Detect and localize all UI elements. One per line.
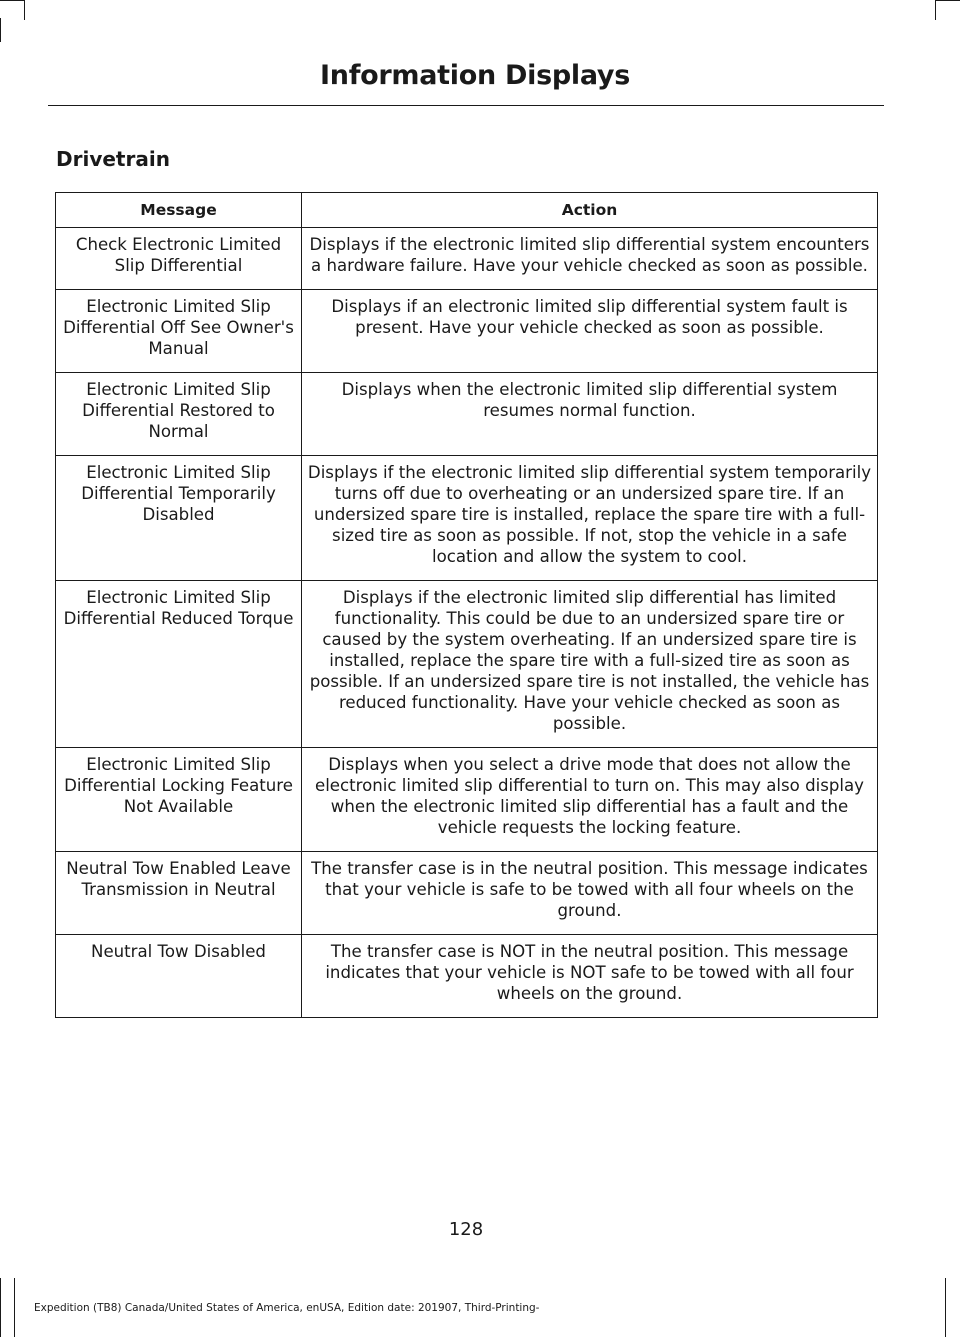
action-cell: The transfer case is NOT in the neutral position. This message indicates that your vehicle is NOT safe to be towed with all four wheels on the ground.	[302, 935, 878, 1018]
page-number: 128	[448, 1219, 484, 1240]
action-cell: Displays if the electronic limited slip differential has limited functionality. This could be due to an undersized spare tire or caused by the system overheating. If an undersized spare tire is installed, replace the spare tire with a full-sized tire as soon as possible. If an undersized spare tire is not installed, the vehicle has reduced functionality. Have your vehicle checked as soon as possible.	[302, 581, 878, 748]
crop-mark-top-right	[935, 0, 960, 1]
section-heading: Drivetrain	[56, 147, 170, 171]
message-cell: Electronic Limited Slip Differential Off See Owner's Manual	[56, 290, 302, 373]
message-cell: Electronic Limited Slip Differential Reduced Torque	[56, 581, 302, 748]
message-cell: Electronic Limited Slip Differential Restored to Normal	[56, 373, 302, 456]
action-cell: Displays if the electronic limited slip differential system encounters a hardware failure. Have your vehicle checked as soon as possible.	[302, 228, 878, 290]
crop-mark-left-side	[0, 18, 1, 42]
table-row	[56, 581, 878, 748]
crop-mark-top-left	[24, 0, 25, 20]
action-cell: The transfer case is in the neutral position. This message indicates that your vehicle is safe to be towed with all four wheels on the ground.	[302, 852, 878, 935]
table-row	[56, 290, 878, 373]
action-cell: Displays when the electronic limited slip differential system resumes normal function.	[302, 373, 878, 456]
message-cell: Electronic Limited Slip Differential Locking Feature Not Available	[56, 748, 302, 852]
crop-mark-bottom-right	[945, 1278, 946, 1337]
message-cell: Check Electronic Limited Slip Differential	[56, 228, 302, 290]
table-row	[56, 456, 878, 581]
action-cell: Displays if the electronic limited slip differential system temporarily turns off due to overheating or an undersized spare tire. If an undersized spare tire is installed, replace the spare tire with a full-sized tire as soon as possible. If not, stop the vehicle in a safe location and allow the system to cool.	[302, 456, 878, 581]
action-cell: Displays if an electronic limited slip differential system fault is present. Have your vehicle checked as soon as possible.	[302, 290, 878, 373]
header-divider	[48, 105, 884, 106]
messages-table	[55, 192, 878, 1018]
table-row	[56, 228, 878, 290]
table-row	[56, 748, 878, 852]
column-header-action: Action	[302, 193, 878, 228]
page-header-title: Information Displays	[320, 60, 630, 91]
crop-mark-bottom-left	[0, 1278, 1, 1337]
action-cell: Displays when you select a drive mode that does not allow the electronic limited slip differential to turn on. This may also display when the electronic limited slip differential has a fault and the vehicle requests the locking feature.	[302, 748, 878, 852]
table-row	[56, 935, 878, 1018]
table-header-row	[56, 193, 878, 228]
crop-mark-bottom-left	[14, 1278, 15, 1337]
crop-mark-top-left	[0, 0, 24, 1]
table-row	[56, 852, 878, 935]
crop-mark-top-right	[935, 0, 936, 20]
column-header-message: Message	[56, 193, 302, 228]
edition-footer: Expedition (TB8) Canada/United States of America, enUSA, Edition date: 201907, Third-Printing-	[34, 1302, 540, 1314]
message-cell: Electronic Limited Slip Differential Temporarily Disabled	[56, 456, 302, 581]
message-cell: Neutral Tow Disabled	[56, 935, 302, 1018]
message-cell: Neutral Tow Enabled Leave Transmission in Neutral	[56, 852, 302, 935]
table-row	[56, 373, 878, 456]
